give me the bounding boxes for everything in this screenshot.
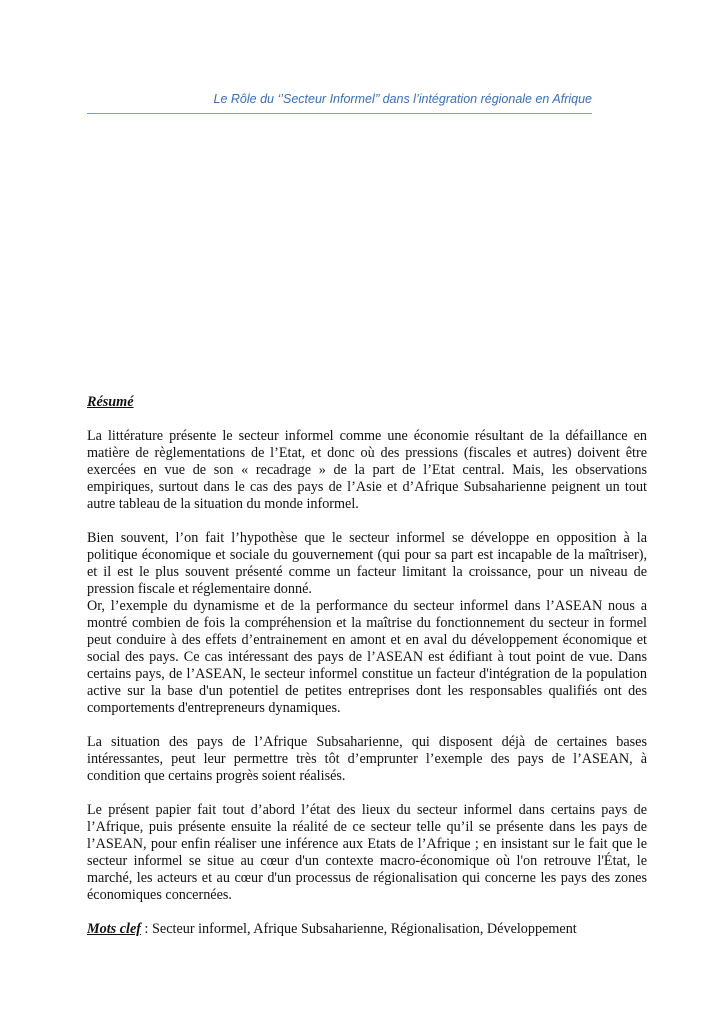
abstract-paragraph-2: Bien souvent, l’on fait l’hypothèse que le secteur informel se développe en opposition à la politique économique et sociale du gouvernement (qui pour sa part est incapable de la maîtriser), et il est le plus souvent présenté comme un facteur limitant la croissance, pour un niveau de pression fiscale et réglementaire donné.: [87, 530, 647, 597]
keywords-text: Secteur informel, Afrique Subsaharienne, Régionalisation, Développement: [152, 921, 577, 937]
abstract-section: [87, 394, 647, 938]
abstract-paragraph-3: Or, l’exemple du dynamisme et de la performance du secteur informel dans l’ASEAN nous a montré combien de fois la compréhension et la maîtrise du fonctionnement du secteur in formel peut conduire à des effets d’entrainement en amont et en aval du développement économique et social des pays. Ce cas intéressant des pays de l’ASEAN est édifiant à tout point de vue. Dans certains pays, de l’ASEAN, le secteur informel constitue un facteur d'intégration de la population active sur la base d'un potentiel de petites entreprises dont les responsables qualifiés ont des comportements d'entrepreneurs dynamiques.: [87, 598, 647, 716]
abstract-paragraph-5: Le présent papier fait tout d’abord l’état des lieux du secteur informel dans certains pays de l’Afrique, puis présente ensuite la réalité de ce secteur telle qu’il se présente dans les pays de l’ASEAN, pour enfin réaliser une inférence aux Etats de l’Afrique ; en insistant sur le fait que le secteur informel se situe au cœur d'un contexte macro-économique où l'on retrouve l'État, le marché, les acteurs et au cœur d'un processus de régionalisation qui concerne les pays des zones économiques concernées.: [87, 802, 647, 903]
keywords-separator: :: [140, 921, 153, 937]
header-divider: [87, 113, 592, 114]
running-header-title: Le Rôle du ‘’Secteur Informel’’ dans l’intégration régionale en Afrique: [213, 92, 592, 106]
abstract-paragraph-4: La situation des pays de l’Afrique Subsaharienne, qui disposent déjà de certaines bases intéressantes, peut leur permettre très tôt d’emprunter l’exemple des pays de l’ASEAN, à condition que certains progrès soient réalisés.: [87, 734, 647, 784]
abstract-heading: Résumé: [87, 394, 134, 410]
abstract-paragraph-1: La littérature présente le secteur informel comme une économie résultant de la défaillance en matière de règlementations de l’Etat, et donc où des pressions (fiscales et autres) doivent être exercées en vue de son « recadrage » de la part de l’Etat central. Mais, les observations empiriques, surtout dans le cas des pays de l’Asie et d’Afrique Subsaharienne peignent un tout autre tableau de la situation du monde informel.: [87, 428, 647, 512]
keywords-line: [87, 921, 647, 938]
keywords-label: Mots clef: [87, 921, 141, 937]
